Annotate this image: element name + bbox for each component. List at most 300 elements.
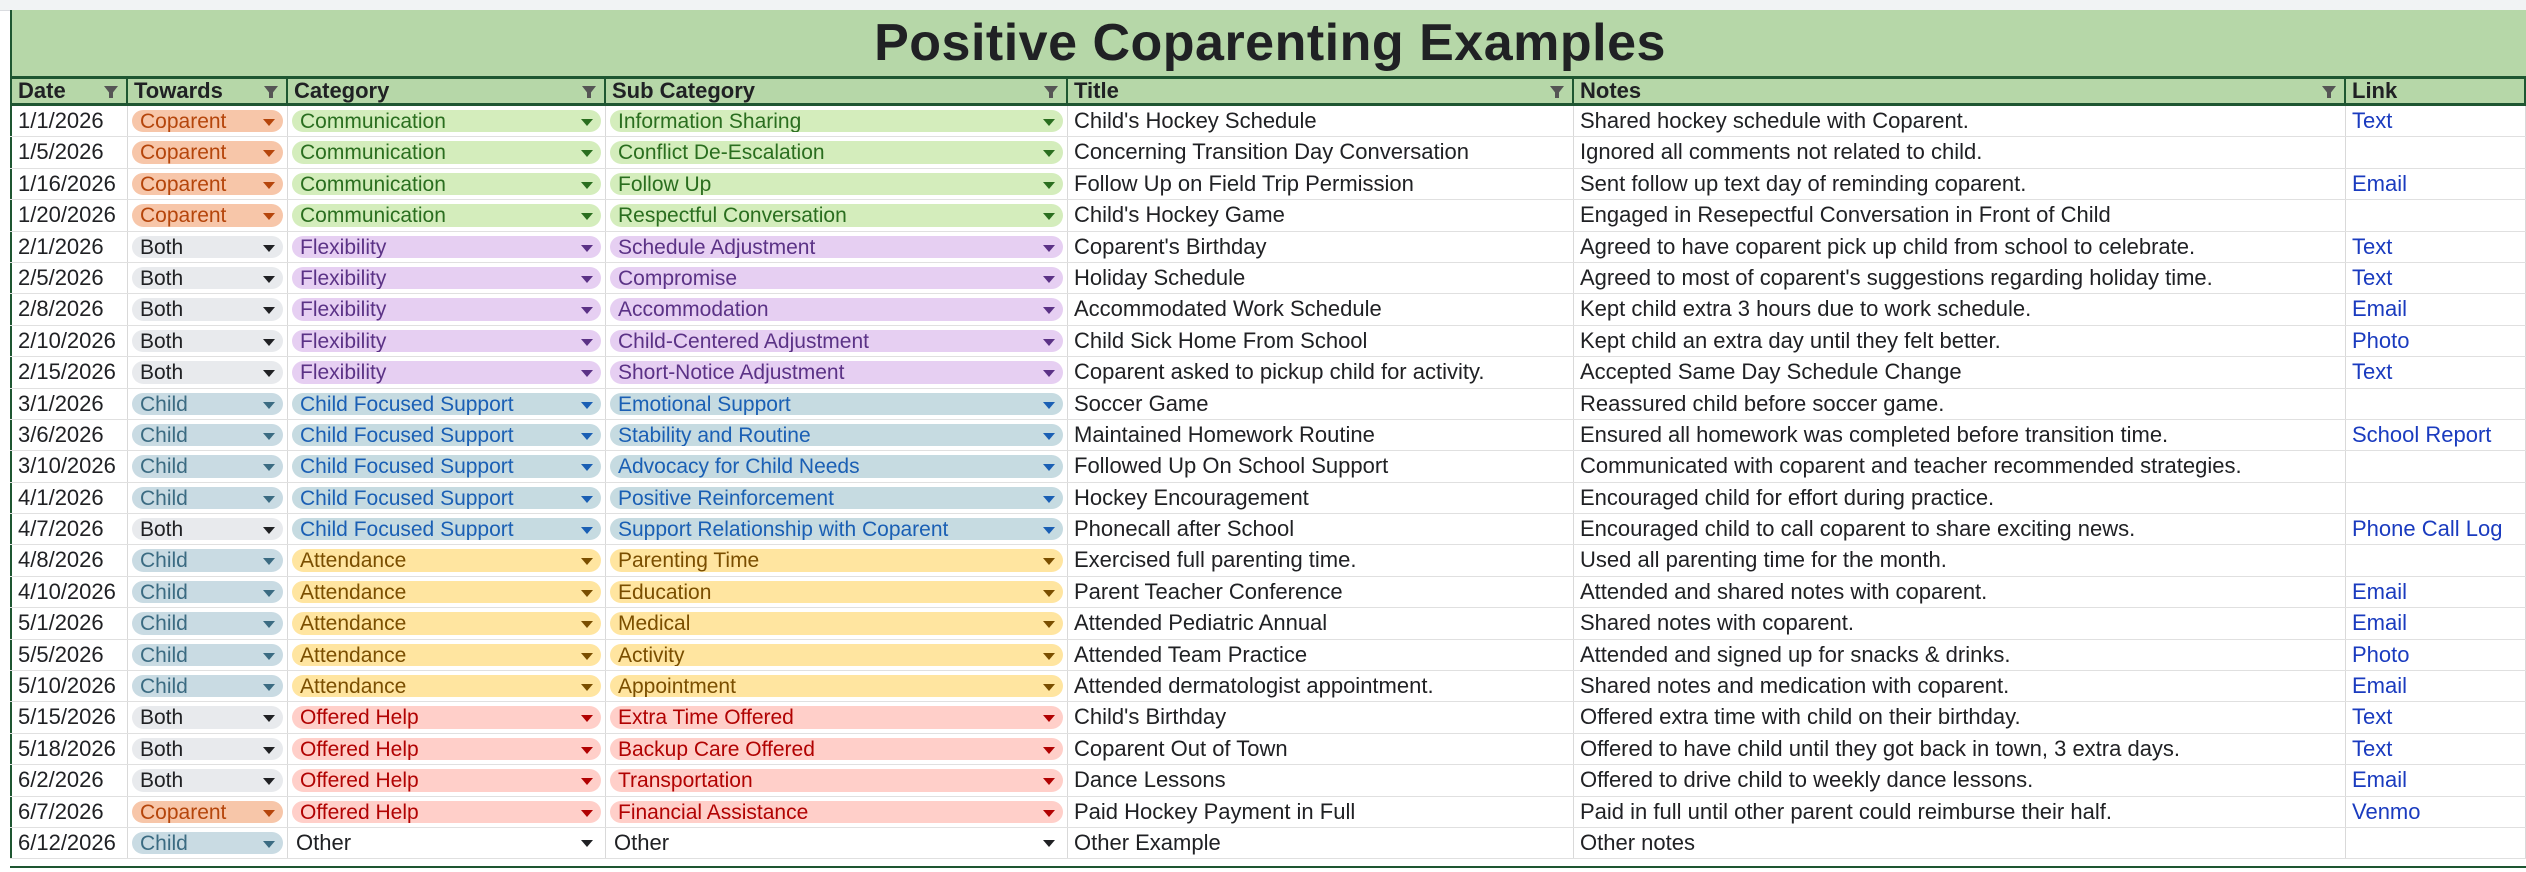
date-cell[interactable] [10,169,128,199]
towards-cell[interactable] [128,389,288,419]
title-cell[interactable] [1068,106,1574,136]
dropdown-arrow-icon[interactable] [1043,276,1055,283]
towards-chip[interactable] [132,361,283,383]
sub-category-cell[interactable] [606,734,1068,764]
sub-category-chip[interactable] [610,393,1063,415]
title-cell[interactable] [1068,577,1574,607]
filter-icon[interactable] [582,86,596,95]
evidence-link[interactable]: Text [2352,108,2393,133]
category-cell[interactable] [288,577,606,607]
title-cell[interactable] [1068,326,1574,356]
dropdown-arrow-icon[interactable] [1043,307,1055,314]
evidence-link[interactable]: School Report [2352,421,2492,447]
towards-cell[interactable] [128,514,288,544]
notes-cell[interactable] [1574,514,2346,544]
dropdown-arrow-icon[interactable] [263,558,275,565]
dropdown-arrow-icon[interactable] [581,245,593,252]
title-cell[interactable] [1068,671,1574,701]
category-chip[interactable] [292,518,601,540]
sub-category-chip[interactable] [610,738,1063,760]
evidence-link[interactable]: Email [2352,767,2408,793]
category-cell[interactable] [288,765,606,795]
towards-cell[interactable] [128,483,288,513]
sub-category-cell[interactable] [606,451,1068,481]
sub-category-chip[interactable] [610,204,1063,226]
filter-icon[interactable] [1044,86,1058,95]
dropdown-arrow-icon[interactable] [1043,590,1055,597]
dropdown-arrow-icon[interactable] [581,370,593,377]
category-cell[interactable] [288,483,606,513]
sub-category-chip[interactable] [610,455,1063,477]
date-cell[interactable] [10,294,128,324]
category-cell[interactable] [288,420,606,450]
category-cell[interactable] [288,106,606,136]
dropdown-arrow-icon[interactable] [581,119,593,126]
date-cell[interactable] [10,640,128,670]
dropdown-arrow-icon[interactable] [1043,182,1055,189]
notes-cell[interactable] [1574,294,2346,324]
towards-cell[interactable] [128,671,288,701]
sub-category-chip[interactable] [610,828,1063,858]
header-category[interactable] [288,79,606,103]
dropdown-arrow-icon[interactable] [263,621,275,628]
link-cell[interactable] [2346,263,2526,293]
notes-cell[interactable] [1574,828,2346,858]
category-chip[interactable] [292,738,601,760]
evidence-link[interactable]: Venmo [2352,798,2421,824]
sub-category-cell[interactable] [606,483,1068,513]
notes-cell[interactable] [1574,577,2346,607]
title-cell[interactable] [1068,514,1574,544]
towards-chip[interactable] [132,298,283,320]
date-cell[interactable] [10,483,128,513]
category-chip[interactable] [292,549,601,571]
date-cell[interactable] [10,420,128,450]
title-cell[interactable] [1068,169,1574,199]
category-chip[interactable] [292,487,601,509]
date-cell[interactable] [10,389,128,419]
dropdown-arrow-icon[interactable] [263,402,275,409]
category-cell[interactable] [288,828,606,858]
evidence-link[interactable]: Text [2352,359,2393,385]
link-cell[interactable] [2346,514,2526,544]
dropdown-arrow-icon[interactable] [581,496,593,503]
filter-icon[interactable] [1550,86,1564,95]
date-cell[interactable] [10,702,128,732]
title-cell[interactable] [1068,137,1574,167]
towards-cell[interactable] [128,294,288,324]
towards-chip[interactable] [132,455,283,477]
sub-category-chip[interactable] [610,801,1063,823]
dropdown-arrow-icon[interactable] [263,653,275,660]
title-cell[interactable] [1068,765,1574,795]
sub-category-chip[interactable] [610,549,1063,571]
sub-category-chip[interactable] [610,644,1063,666]
category-cell[interactable] [288,671,606,701]
towards-cell[interactable] [128,326,288,356]
title-cell[interactable] [1068,483,1574,513]
dropdown-arrow-icon[interactable] [1043,684,1055,691]
towards-chip[interactable] [132,487,283,509]
dropdown-arrow-icon[interactable] [1043,527,1055,534]
date-cell[interactable] [10,577,128,607]
date-cell[interactable] [10,106,128,136]
dropdown-arrow-icon[interactable] [1043,653,1055,660]
link-cell[interactable] [2346,137,2526,167]
notes-cell[interactable] [1574,640,2346,670]
link-cell[interactable] [2346,828,2526,858]
towards-chip[interactable] [132,393,283,415]
dropdown-arrow-icon[interactable] [263,307,275,314]
category-cell[interactable] [288,545,606,575]
towards-chip[interactable] [132,675,283,697]
dropdown-arrow-icon[interactable] [263,590,275,597]
category-cell[interactable] [288,389,606,419]
category-chip[interactable] [292,828,601,858]
sub-category-cell[interactable] [606,765,1068,795]
title-cell[interactable] [1068,545,1574,575]
dropdown-arrow-icon[interactable] [263,276,275,283]
towards-cell[interactable] [128,137,288,167]
dropdown-arrow-icon[interactable] [263,245,275,252]
sheet-title-cell[interactable] [10,10,2526,76]
dropdown-arrow-icon[interactable] [1043,370,1055,377]
dropdown-arrow-icon[interactable] [263,684,275,691]
dropdown-arrow-icon[interactable] [263,747,275,754]
date-cell[interactable] [10,671,128,701]
category-chip[interactable] [292,173,601,195]
dropdown-arrow-icon[interactable] [1043,840,1055,847]
header-title[interactable] [1068,79,1574,103]
evidence-link[interactable]: Text [2352,233,2393,259]
towards-chip[interactable] [132,801,283,823]
towards-cell[interactable] [128,263,288,293]
dropdown-arrow-icon[interactable] [581,150,593,157]
category-cell[interactable] [288,232,606,262]
date-cell[interactable] [10,734,128,764]
dropdown-arrow-icon[interactable] [581,590,593,597]
date-cell[interactable] [10,608,128,638]
dropdown-arrow-icon[interactable] [581,778,593,785]
date-cell[interactable] [10,545,128,575]
dropdown-arrow-icon[interactable] [581,840,593,847]
link-cell[interactable] [2346,640,2526,670]
sub-category-chip[interactable] [610,487,1063,509]
sub-category-cell[interactable] [606,514,1068,544]
towards-cell[interactable] [128,702,288,732]
dropdown-arrow-icon[interactable] [263,841,275,848]
sub-category-chip[interactable] [610,298,1063,320]
category-chip[interactable] [292,267,601,289]
dropdown-arrow-icon[interactable] [1043,778,1055,785]
dropdown-arrow-icon[interactable] [1043,119,1055,126]
dropdown-arrow-icon[interactable] [1043,621,1055,628]
sub-category-cell[interactable] [606,671,1068,701]
towards-chip[interactable] [132,832,283,854]
towards-cell[interactable] [128,640,288,670]
evidence-link[interactable]: Photo [2352,641,2410,667]
evidence-link[interactable]: Text [2352,704,2393,730]
category-cell[interactable] [288,357,606,387]
category-chip[interactable] [292,801,601,823]
date-cell[interactable] [10,797,128,827]
date-cell[interactable] [10,765,128,795]
date-cell[interactable] [10,232,128,262]
link-cell[interactable] [2346,734,2526,764]
category-chip[interactable] [292,236,601,258]
dropdown-arrow-icon[interactable] [581,433,593,440]
link-cell[interactable] [2346,169,2526,199]
notes-cell[interactable] [1574,451,2346,481]
sub-category-cell[interactable] [606,326,1068,356]
link-cell[interactable] [2346,797,2526,827]
category-chip[interactable] [292,361,601,383]
category-chip[interactable] [292,581,601,603]
dropdown-arrow-icon[interactable] [263,464,275,471]
towards-chip[interactable] [132,141,283,163]
sub-category-cell[interactable] [606,608,1068,638]
link-cell[interactable] [2346,389,2526,419]
dropdown-arrow-icon[interactable] [581,276,593,283]
sub-category-chip[interactable] [610,581,1063,603]
sub-category-chip[interactable] [610,518,1063,540]
sub-category-cell[interactable] [606,232,1068,262]
title-cell[interactable] [1068,294,1574,324]
dropdown-arrow-icon[interactable] [581,810,593,817]
dropdown-arrow-icon[interactable] [263,527,275,534]
dropdown-arrow-icon[interactable] [263,339,275,346]
title-cell[interactable] [1068,640,1574,670]
notes-cell[interactable] [1574,734,2346,764]
towards-cell[interactable] [128,232,288,262]
title-cell[interactable] [1068,451,1574,481]
sub-category-cell[interactable] [606,137,1068,167]
towards-chip[interactable] [132,644,283,666]
notes-cell[interactable] [1574,137,2346,167]
sub-category-chip[interactable] [610,236,1063,258]
notes-cell[interactable] [1574,326,2346,356]
dropdown-arrow-icon[interactable] [581,684,593,691]
dropdown-arrow-icon[interactable] [1043,339,1055,346]
dropdown-arrow-icon[interactable] [581,558,593,565]
dropdown-arrow-icon[interactable] [581,653,593,660]
category-cell[interactable] [288,702,606,732]
towards-chip[interactable] [132,549,283,571]
category-cell[interactable] [288,200,606,230]
dropdown-arrow-icon[interactable] [263,182,275,189]
towards-cell[interactable] [128,451,288,481]
dropdown-arrow-icon[interactable] [581,339,593,346]
title-cell[interactable] [1068,263,1574,293]
dropdown-arrow-icon[interactable] [581,307,593,314]
sub-category-cell[interactable] [606,200,1068,230]
title-cell[interactable] [1068,357,1574,387]
dropdown-arrow-icon[interactable] [581,621,593,628]
notes-cell[interactable] [1574,765,2346,795]
dropdown-arrow-icon[interactable] [581,464,593,471]
title-cell[interactable] [1068,232,1574,262]
link-cell[interactable] [2346,420,2526,450]
sub-category-chip[interactable] [610,141,1063,163]
towards-chip[interactable] [132,173,283,195]
category-cell[interactable] [288,797,606,827]
sub-category-chip[interactable] [610,675,1063,697]
link-cell[interactable] [2346,765,2526,795]
sub-category-cell[interactable] [606,545,1068,575]
sub-category-cell[interactable] [606,640,1068,670]
notes-cell[interactable] [1574,671,2346,701]
evidence-link[interactable]: Email [2352,296,2408,322]
dropdown-arrow-icon[interactable] [581,213,593,220]
date-cell[interactable] [10,263,128,293]
notes-cell[interactable] [1574,608,2346,638]
date-cell[interactable] [10,451,128,481]
link-cell[interactable] [2346,545,2526,575]
sub-category-chip[interactable] [610,769,1063,791]
date-cell[interactable] [10,828,128,858]
dropdown-arrow-icon[interactable] [263,119,275,126]
dropdown-arrow-icon[interactable] [1043,433,1055,440]
filter-icon[interactable] [104,86,118,95]
dropdown-arrow-icon[interactable] [581,527,593,534]
link-cell[interactable] [2346,451,2526,481]
notes-cell[interactable] [1574,357,2346,387]
evidence-link[interactable]: Phone Call Log [2352,516,2503,542]
category-chip[interactable] [292,204,601,226]
dropdown-arrow-icon[interactable] [581,715,593,722]
category-cell[interactable] [288,640,606,670]
dropdown-arrow-icon[interactable] [1043,213,1055,220]
sub-category-chip[interactable] [610,612,1063,634]
notes-cell[interactable] [1574,169,2346,199]
towards-cell[interactable] [128,828,288,858]
towards-cell[interactable] [128,765,288,795]
title-cell[interactable] [1068,734,1574,764]
towards-chip[interactable] [132,769,283,791]
notes-cell[interactable] [1574,545,2346,575]
evidence-link[interactable]: Text [2352,264,2393,290]
towards-cell[interactable] [128,169,288,199]
date-cell[interactable] [10,514,128,544]
dropdown-arrow-icon[interactable] [263,810,275,817]
towards-cell[interactable] [128,200,288,230]
category-cell[interactable] [288,734,606,764]
date-cell[interactable] [10,326,128,356]
sub-category-cell[interactable] [606,420,1068,450]
sub-category-cell[interactable] [606,357,1068,387]
dropdown-arrow-icon[interactable] [263,496,275,503]
sub-category-cell[interactable] [606,702,1068,732]
category-chip[interactable] [292,644,601,666]
sub-category-chip[interactable] [610,706,1063,728]
date-cell[interactable] [10,357,128,387]
dropdown-arrow-icon[interactable] [263,778,275,785]
evidence-link[interactable]: Email [2352,578,2408,604]
category-cell[interactable] [288,514,606,544]
towards-chip[interactable] [132,738,283,760]
sub-category-cell[interactable] [606,106,1068,136]
category-chip[interactable] [292,612,601,634]
evidence-link[interactable]: Email [2352,610,2408,636]
link-cell[interactable] [2346,357,2526,387]
towards-chip[interactable] [132,236,283,258]
notes-cell[interactable] [1574,200,2346,230]
category-chip[interactable] [292,424,601,446]
sub-category-cell[interactable] [606,828,1068,858]
filter-icon[interactable] [2322,86,2336,95]
category-cell[interactable] [288,137,606,167]
notes-cell[interactable] [1574,106,2346,136]
link-cell[interactable] [2346,106,2526,136]
dropdown-arrow-icon[interactable] [1043,810,1055,817]
evidence-link[interactable]: Email [2352,170,2408,196]
category-chip[interactable] [292,455,601,477]
towards-cell[interactable] [128,734,288,764]
notes-cell[interactable] [1574,420,2346,450]
link-cell[interactable] [2346,200,2526,230]
date-cell[interactable] [10,200,128,230]
sub-category-chip[interactable] [610,110,1063,132]
sub-category-cell[interactable] [606,263,1068,293]
dropdown-arrow-icon[interactable] [1043,402,1055,409]
category-chip[interactable] [292,706,601,728]
towards-cell[interactable] [128,420,288,450]
link-cell[interactable] [2346,483,2526,513]
dropdown-arrow-icon[interactable] [263,370,275,377]
dropdown-arrow-icon[interactable] [581,182,593,189]
sub-category-chip[interactable] [610,267,1063,289]
header-notes[interactable] [1574,79,2346,103]
category-cell[interactable] [288,263,606,293]
towards-cell[interactable] [128,106,288,136]
category-chip[interactable] [292,110,601,132]
sub-category-cell[interactable] [606,294,1068,324]
title-cell[interactable] [1068,608,1574,638]
category-chip[interactable] [292,330,601,352]
dropdown-arrow-icon[interactable] [1043,496,1055,503]
link-cell[interactable] [2346,326,2526,356]
towards-chip[interactable] [132,706,283,728]
category-cell[interactable] [288,294,606,324]
date-cell[interactable] [10,137,128,167]
title-cell[interactable] [1068,797,1574,827]
category-cell[interactable] [288,169,606,199]
towards-cell[interactable] [128,797,288,827]
category-chip[interactable] [292,675,601,697]
towards-cell[interactable] [128,577,288,607]
category-cell[interactable] [288,608,606,638]
dropdown-arrow-icon[interactable] [1043,464,1055,471]
towards-chip[interactable] [132,110,283,132]
dropdown-arrow-icon[interactable] [263,433,275,440]
sub-category-chip[interactable] [610,424,1063,446]
towards-chip[interactable] [132,204,283,226]
sub-category-cell[interactable] [606,169,1068,199]
notes-cell[interactable] [1574,797,2346,827]
evidence-link[interactable]: Email [2352,673,2408,699]
header-link[interactable] [2346,79,2526,103]
header-towards[interactable] [128,79,288,103]
category-chip[interactable] [292,769,601,791]
notes-cell[interactable] [1574,263,2346,293]
dropdown-arrow-icon[interactable] [1043,747,1055,754]
title-cell[interactable] [1068,828,1574,858]
sub-category-chip[interactable] [610,361,1063,383]
title-cell[interactable] [1068,702,1574,732]
dropdown-arrow-icon[interactable] [263,213,275,220]
category-chip[interactable] [292,393,601,415]
link-cell[interactable] [2346,232,2526,262]
